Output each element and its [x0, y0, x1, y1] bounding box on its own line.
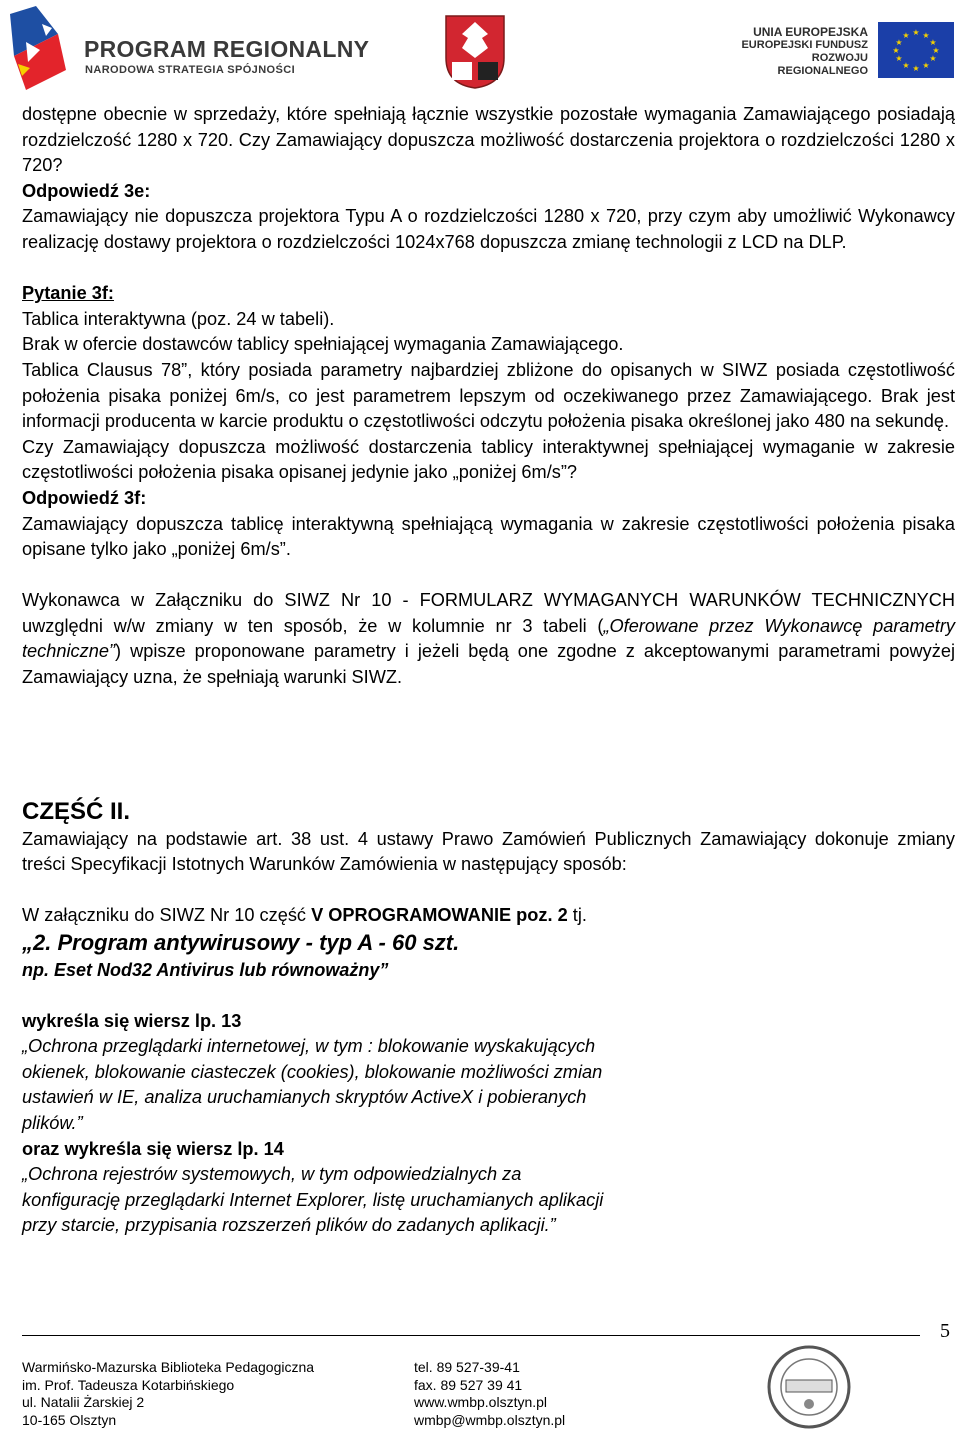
row-13-line-1: „Ochrona przeglądarki internetowej, w tym : blokowanie wyskakujących: [22, 1036, 596, 1057]
attachment-line: [22, 903, 955, 929]
svg-text:★: ★: [902, 61, 910, 70]
voivodeship-crest-icon: [444, 14, 506, 90]
strike-row-13-heading: wykreśla się wiersz lp. 13: [22, 1010, 242, 1031]
svg-text:★: ★: [922, 31, 930, 40]
footer-phone: tel. 89 527-39-41: [414, 1359, 520, 1375]
eu-line-3: ROZWOJU REGIONALNEGO: [777, 52, 868, 77]
svg-text:★: ★: [912, 28, 920, 37]
row-13-line-4: plików.”: [22, 1113, 83, 1133]
row-14-line-1: „Ochrona rejestrów systemowych, w tym odpowiedzialnych za: [22, 1164, 522, 1185]
question-3f-line-1: Tablica interaktywna (poz. 24 w tabeli).: [22, 308, 335, 329]
svg-text:★: ★: [932, 46, 940, 55]
footer-fax: fax. 89 527 39 41: [414, 1376, 523, 1393]
program-regionalny-logo-icon: [6, 4, 78, 96]
eu-flag-icon: [878, 22, 954, 78]
svg-text:★: ★: [902, 31, 910, 40]
question-3f-heading: Pytanie 3f:: [22, 283, 114, 304]
footer-address: [22, 1359, 314, 1429]
question-3e-paragraph: dostępne obecnie w sprzedaży, które spełniają łącznie wszystkie pozostałe wymagania Zamawiającego posiadają rozdzielczość 1280 x 720. Czy Zamawiający dopuszcza możliwość dostarczenia projektora o rozdzielczości 1280 x 720?: [22, 104, 955, 176]
antivirus-example-line: np. Eset Nod32 Antivirus lub równoważny”: [22, 960, 389, 981]
footer-street: ul. Natalii Żarskiej 2: [22, 1394, 145, 1410]
eu-line-1: UNIA EUROPEJSKA: [753, 25, 868, 39]
footer-city: 10-165 Olsztyn: [22, 1411, 117, 1428]
library-stamp-icon: [764, 1344, 854, 1430]
program-subtitle: NARODOWA STRATEGIA SPÓJNOŚCI: [85, 64, 296, 76]
attachment-prefix: W załączniku do SIWZ Nr 10 część: [22, 905, 312, 926]
svg-text:★: ★: [895, 38, 903, 47]
row-13-line-2: okienek, blokowanie ciasteczek (cookies), blokowanie możliwości zmian: [22, 1061, 603, 1082]
contractor-instruction-paragraph: [22, 588, 955, 690]
answer-3f-heading: Odpowiedź 3f:: [22, 487, 147, 508]
instruction-part-2: ) wpisze proponowane parametry i jeżeli będą one zgodne z akceptowanymi parametrami powyżej Zamawiający uzna, że spełniają warunki SIWZ.: [22, 641, 955, 688]
program-title: PROGRAM REGIONALNY: [84, 36, 370, 62]
row-14-line-3: przy starcie, przypisania rozszerzeń plików do zadanych aplikacji.”: [22, 1215, 556, 1236]
row-13-line-3: ustawień w IE, analiza uruchamianych skryptów ActiveX i pobieranych: [22, 1087, 587, 1108]
svg-text:★: ★: [895, 54, 903, 63]
row-14-line-2: konfigurację przeglądarki Internet Explorer, listę uruchamianych aplikacji: [22, 1189, 604, 1210]
svg-text:★: ★: [912, 64, 920, 73]
footer-divider: [22, 1335, 920, 1336]
footer-email-link[interactable]: wmbp@wmbp.olsztyn.pl: [414, 1411, 566, 1428]
strike-row-14-heading: oraz wykreśla się wiersz lp. 14: [22, 1138, 284, 1159]
answer-3f-text: Zamawiający dopuszcza tablicę interaktywną spełniającą wymagania w zakresie częstotliwości położenia pisaka opisane tylko jako „poniżej 6m/s”.: [22, 513, 955, 560]
svg-text:★: ★: [929, 54, 937, 63]
eu-line-2: EUROPEJSKI FUNDUSZ: [741, 39, 868, 51]
answer-3e-text: Zamawiający nie dopuszcza projektora Typu A o rozdzielczości 1280 x 720, przy czym aby umożliwić Wykonawcy realizację dostawy projektora o rozdzielczości 1024x768 dopuszcza zmianę technologii z LCD na DLP.: [22, 206, 955, 252]
attachment-section: V OPROGRAMOWANIE poz. 2: [311, 905, 568, 926]
answer-3e-heading: Odpowiedź 3e:: [22, 180, 151, 201]
svg-text:★: ★: [892, 46, 900, 55]
page-header: [0, 0, 960, 100]
question-3f-paragraph-2: Czy Zamawiający dopuszcza możliwość dostarczenia tablicy interaktywnej spełniającej wymaganie w zakresie częstotliwości położenia pisaka opisanej jedynie jako „poniżej 6m/s”?: [22, 436, 955, 483]
footer-org-name: Warmińsko-Mazurska Biblioteka Pedagogiczna: [22, 1359, 315, 1375]
footer-org-patron: im. Prof. Tadeusza Kotarbińskiego: [22, 1376, 235, 1393]
part-2-title: CZĘŚĆ II.: [22, 797, 131, 825]
page-number: 5: [940, 1320, 950, 1342]
attachment-suffix: tj.: [567, 905, 587, 926]
footer-website-link[interactable]: www.wmbp.olsztyn.pl: [414, 1394, 548, 1410]
instruction-part-1: Wykonawca w Załączniku do SIWZ Nr 10 - FORMULARZ WYMAGANYCH WARUNKÓW TECHNICZNYCH uwzględni w/w zmiany w ten sposób, że w kolumnie nr 3 tabeli (: [22, 590, 955, 636]
instruction-italic: „Oferowane przez Wykonawcę parametry techniczne”: [22, 615, 955, 662]
svg-text:★: ★: [922, 61, 930, 70]
document-body: [22, 102, 955, 1239]
question-3f-paragraph-1: Tablica Clausus 78”, który posiada parametry najbardziej zbliżone do opisanych w SIWZ posiada częstotliwość położenia pisaka poniżej 6m/s, co jest parametrem lepszym od oczekiwanego przez Zamawiającego. Brak jest informacji producenta w karcie produktu o częstotliwości odczytu położenia pisaka określonej jako 480 na sekundę.: [22, 359, 955, 432]
part-2-text: Zamawiający na podstawie art. 38 ust. 4 ustawy Prawo Zamówień Publicznych Zamawiający dokonuje zmiany treści Specyfikacji Istotnych Warunków Zamówienia w następujący sposób:: [22, 828, 955, 875]
antivirus-program-line: „2. Program antywirusowy - typ A - 60 szt.: [22, 930, 460, 956]
footer-contact: [414, 1359, 565, 1429]
svg-text:★: ★: [929, 38, 937, 47]
eu-text: [720, 26, 868, 78]
question-3f-line-2: Brak w ofercie dostawców tablicy spełniającej wymagania Zamawiającego.: [22, 334, 624, 355]
